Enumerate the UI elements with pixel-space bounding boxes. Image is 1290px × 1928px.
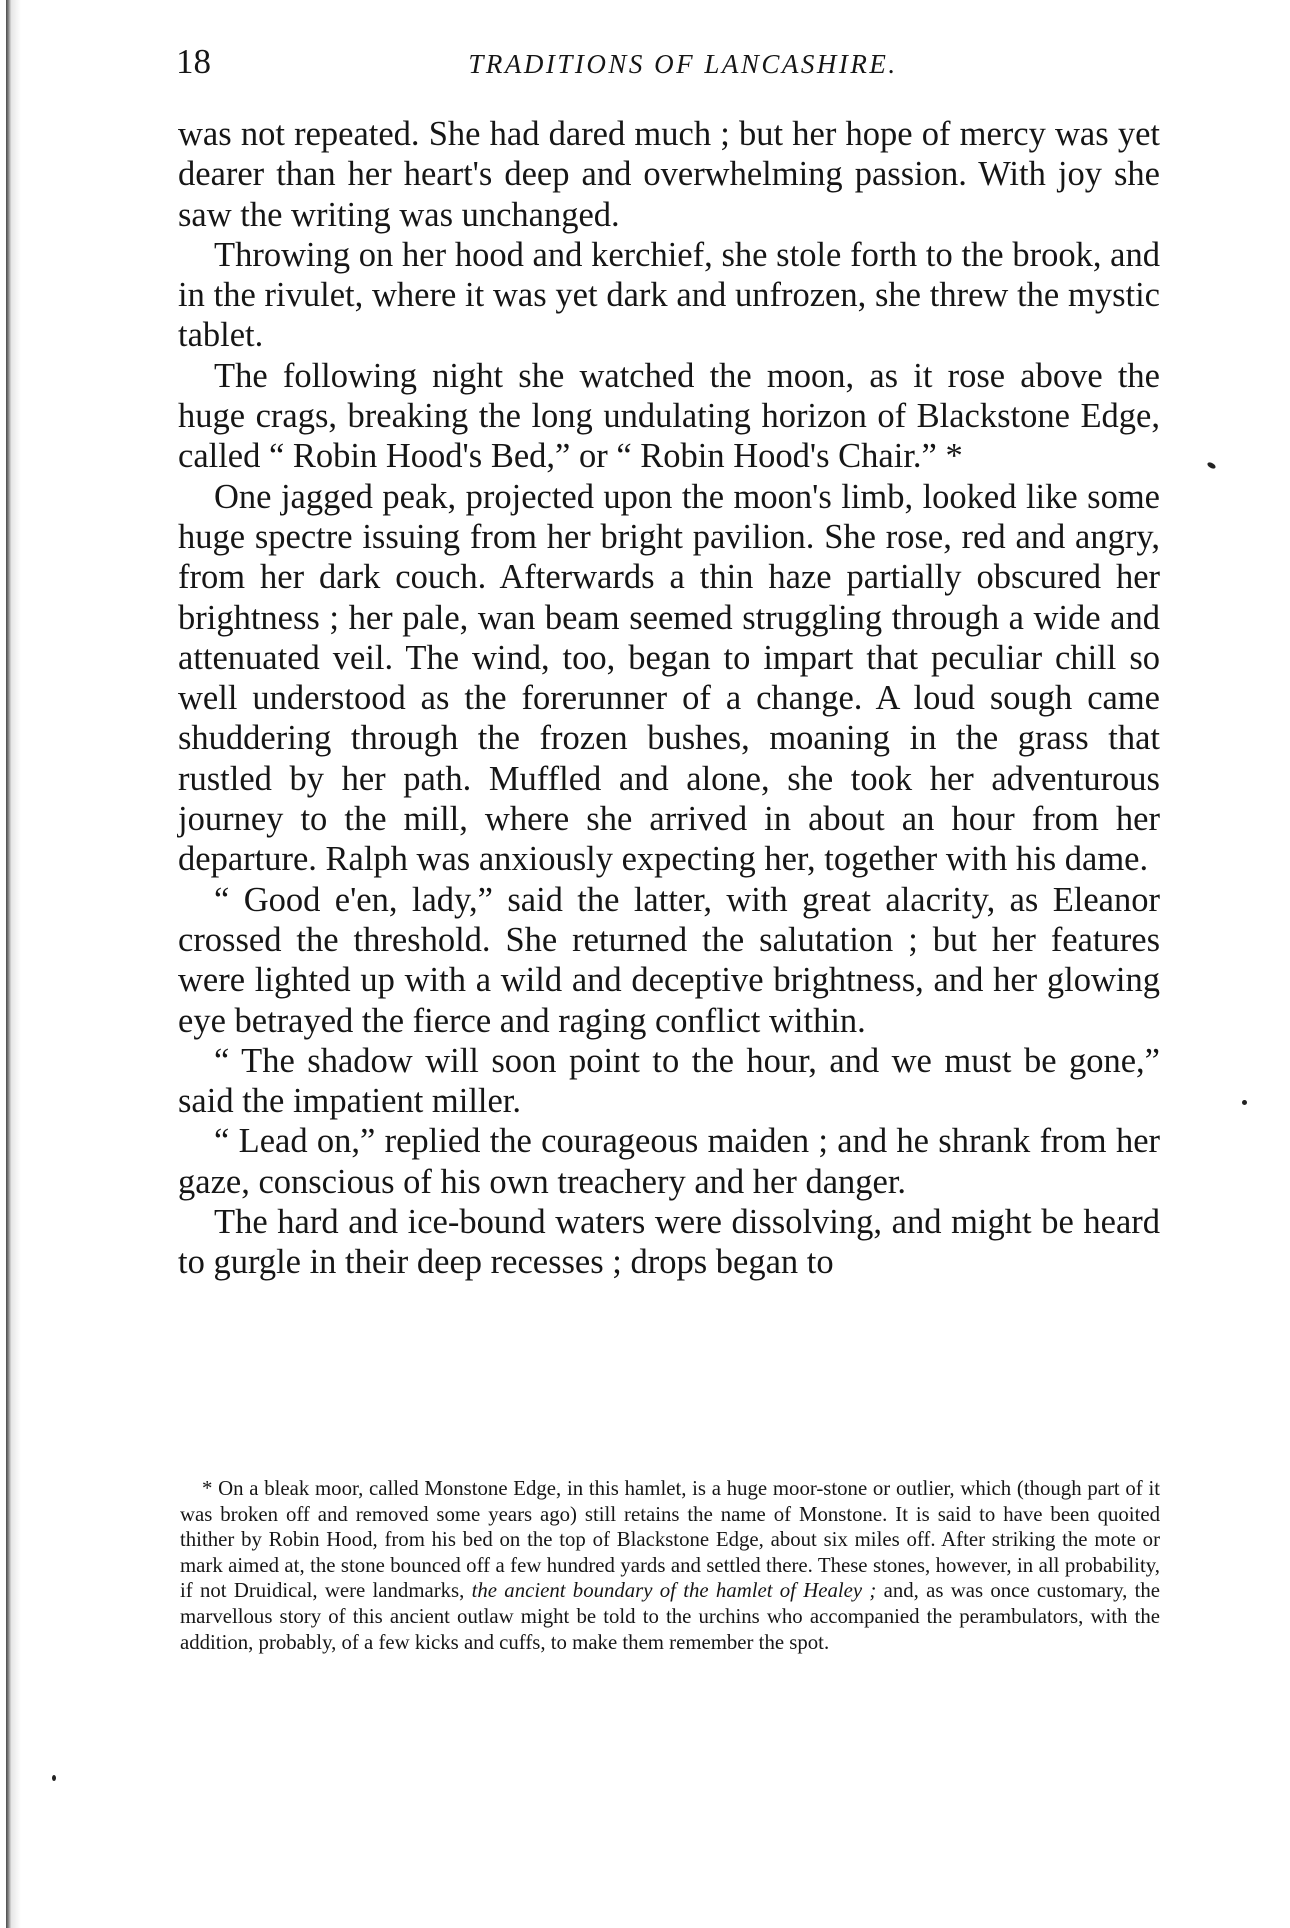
paragraph: The following night she watched the moon, as it rose above the huge crags, breaking the long undulating horizon of Blackstone Edge, called “ Robin Hood's Bed,” or “ Robin Hood's Chair.” * bbox=[178, 356, 1160, 476]
paragraph: The hard and ice-bound waters were dissolving, and might be heard to gurgle in their deep recesses ; drops began to bbox=[178, 1203, 1160, 1282]
paragraph: One jagged peak, projected upon the moon's limb, looked like some huge spectre issuing from her bright pavilion. She rose, red and angry, from her dark couch. Afterwards a thin haze partially obscured her brightness ; her pale, wan beam seemed struggling through a wide and attenuated veil. The wind, too, began to impart that peculiar chill so well understood as the forerunner of a change. A loud sough came shuddering through the frozen bushes, moaning in the grass that rustled by her path. Muffled and alone, she took her adventurous journey to the mill, where she arrived in about an hour from her departure. Ralph was anxiously expecting her, together with his dame. bbox=[178, 477, 1160, 879]
spine-shadow bbox=[11, 0, 21, 1928]
footnote-text: and, as was once customary, the marvellous story of this ancient outlaw might be told to the urchins who accompanied the perambulators, with the addition, probably, of a few kicks and cuffs, to make them remember the spot. bbox=[180, 1579, 1161, 1654]
footnote-italic: the ancient boundary of the hamlet of Healey ; bbox=[471, 1579, 877, 1603]
print-speck bbox=[1242, 1100, 1247, 1105]
footnote-text: * On a bleak moor, called Monstone Edge, in this hamlet, is a huge moor-stone or outlier, which (though part of it was broken off and removed some years ago) still retains the name of Monstone. It is said to have been quoited thither by Robin Hood, from his bed on the top of Blackstone Edge, about six miles off. After striking the mote or mark aimed at, the stone bounced off a few hundred yards and settled there. These stones, however, in all probability, if not Druidical, were landmarks, bbox=[180, 1477, 1160, 1603]
print-speck bbox=[52, 1775, 56, 1781]
paragraph: Throwing on her hood and kerchief, she stole forth to the brook, and in the rivulet, where it was yet dark and unfrozen, she threw the mystic tablet. bbox=[178, 235, 1160, 355]
footnote bbox=[180, 1476, 1160, 1655]
body-text bbox=[178, 114, 1160, 1283]
running-title: TRADITIONS OF LANCASHIRE. bbox=[468, 49, 898, 79]
paragraph: “ Good e'en, lady,” said the latter, with great alacrity, as Eleanor crossed the threshold. She returned the salutation ; but her features were lighted up with a wild and deceptive brightness, and her glowing eye betrayed the fierce and raging conflict within. bbox=[178, 880, 1160, 1040]
paragraph: “ The shadow will soon point to the hour, and we must be gone,” said the impatient miller. bbox=[178, 1041, 1160, 1121]
paragraph: was not repeated. She had dared much ; but her hope of mercy was yet dearer than her heart's deep and overwhelming passion. With joy she saw the writing was unchanged. bbox=[178, 115, 1160, 234]
page-header bbox=[176, 40, 1160, 84]
paragraph: “ Lead on,” replied the courageous maiden ; and he shrank from her gaze, conscious of his own treachery and her danger. bbox=[178, 1122, 1160, 1201]
page-number: 18 bbox=[176, 42, 211, 81]
print-speck bbox=[1206, 461, 1216, 470]
